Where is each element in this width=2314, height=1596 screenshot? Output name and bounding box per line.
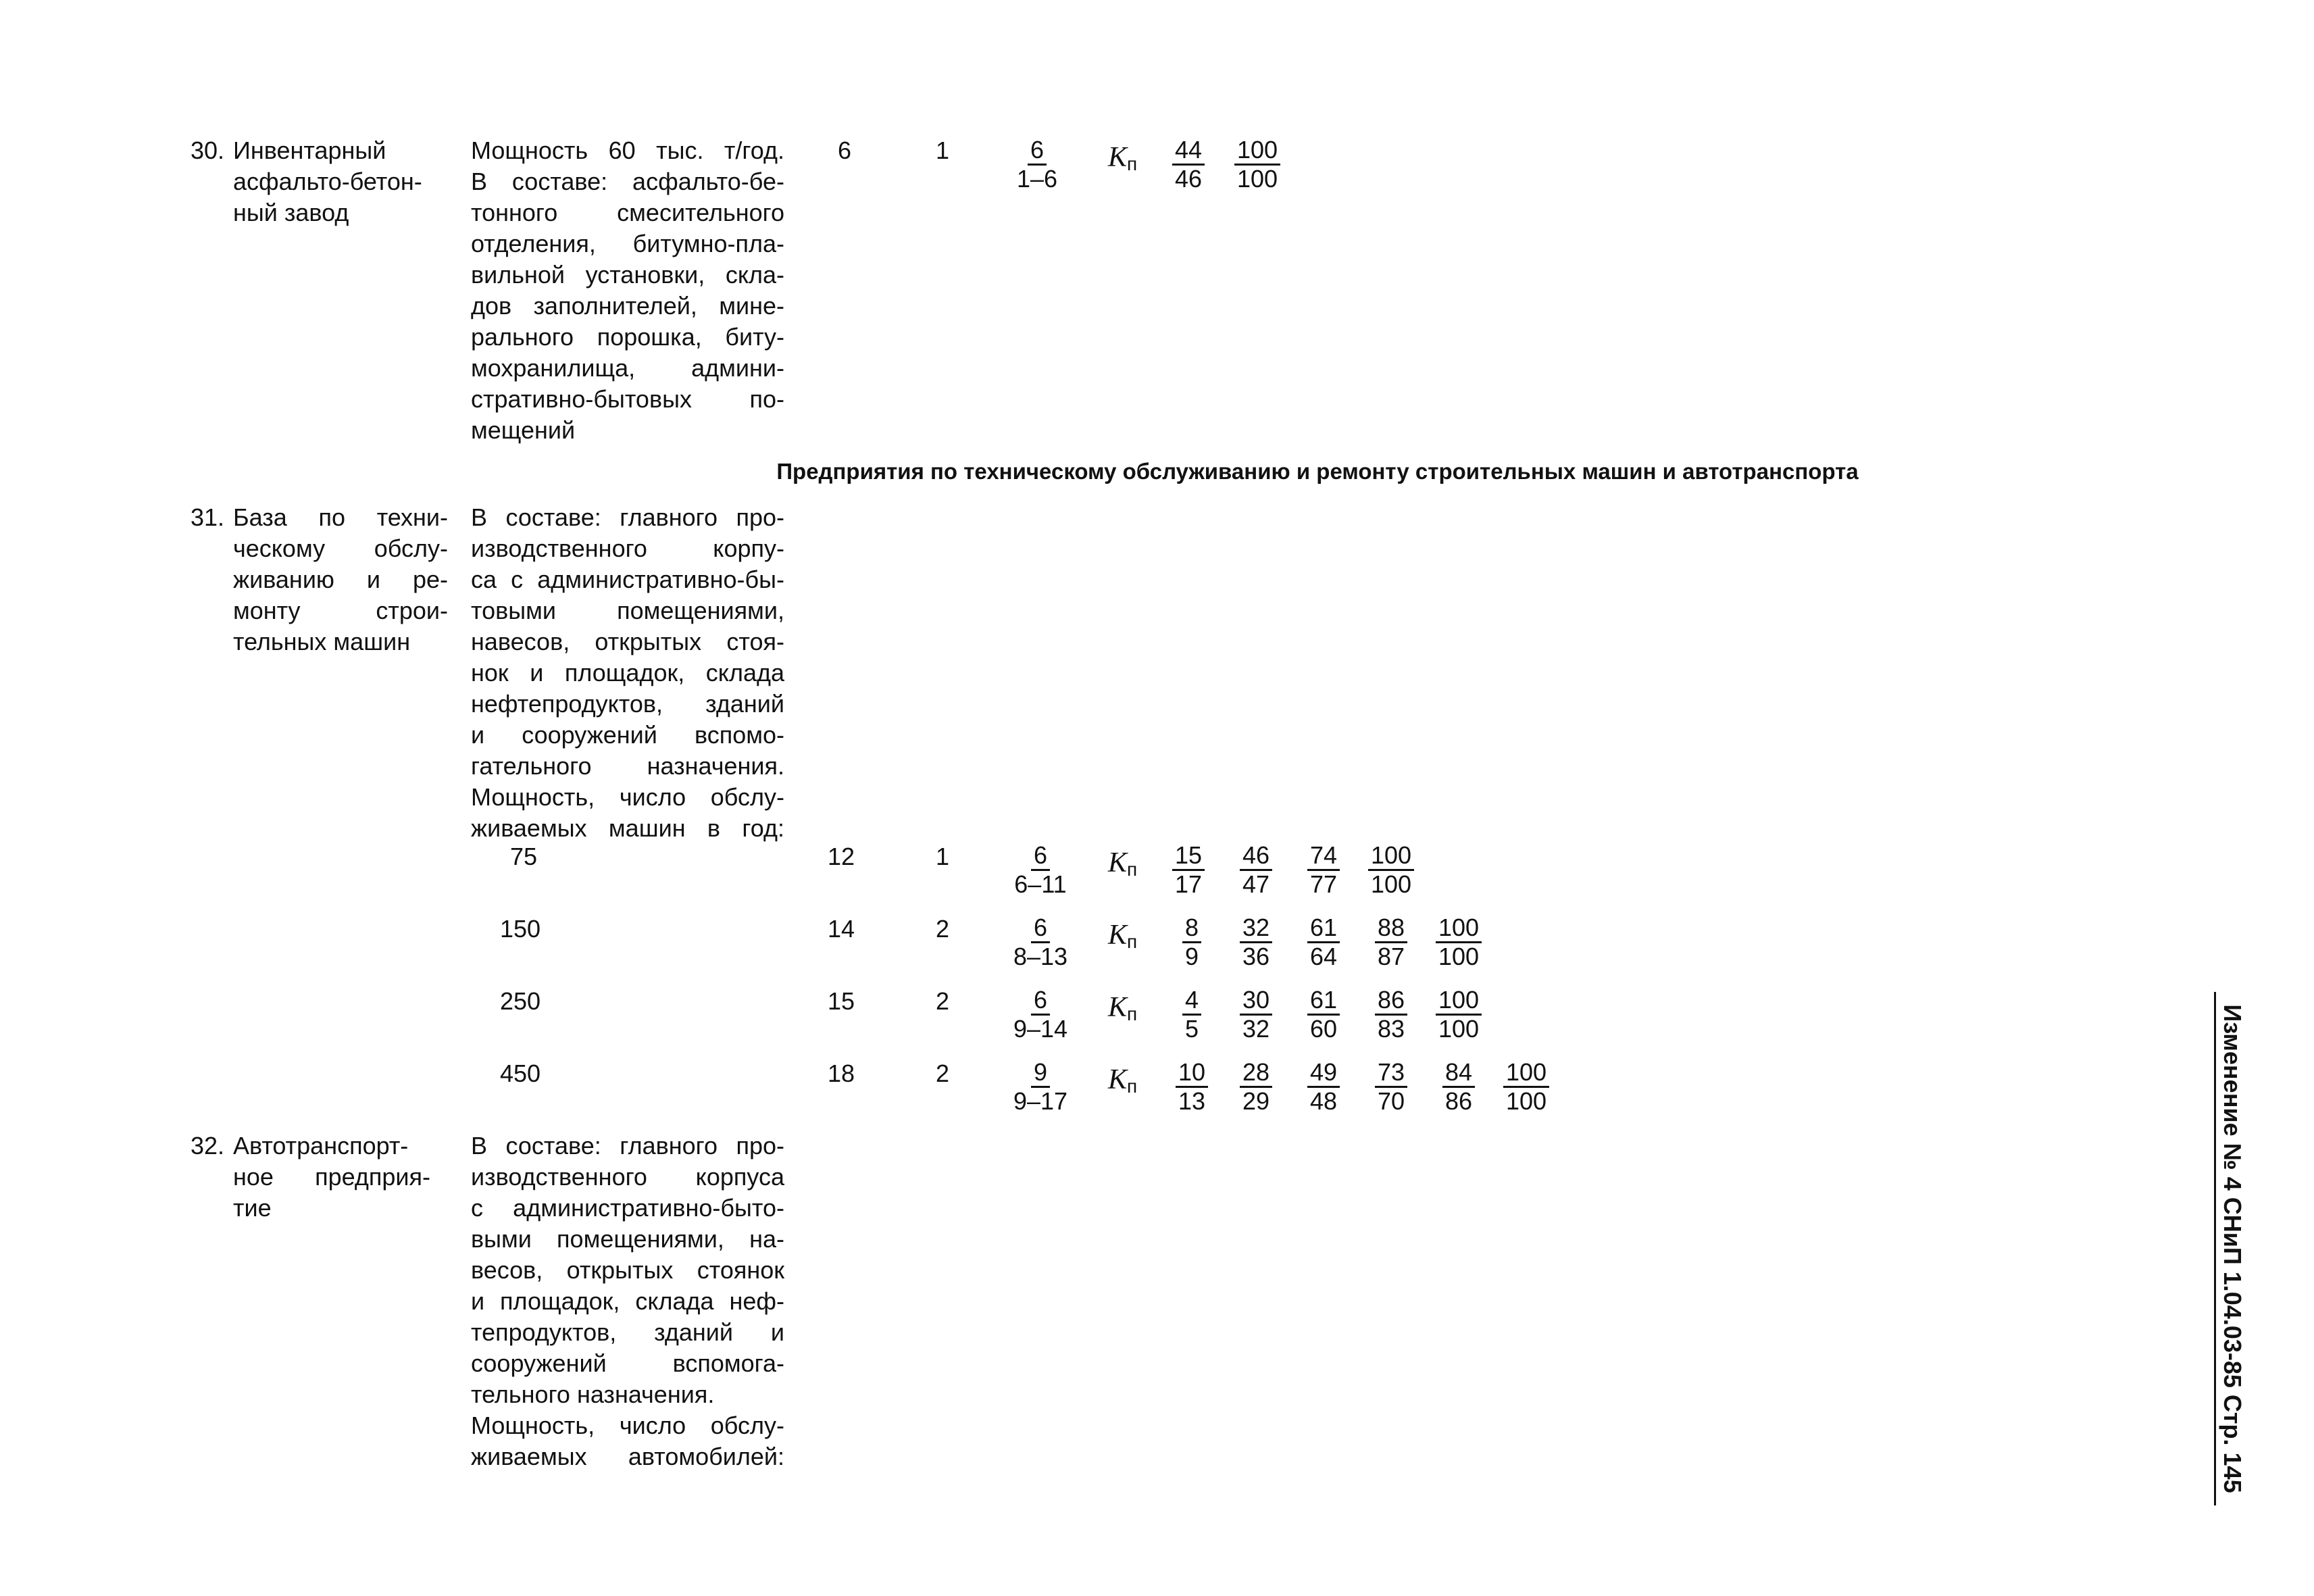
section-header: Предприятия по техническому обслуживанию и ремонту строительных машин и автотранспорта <box>776 459 1859 484</box>
fraction-top: 100 <box>1503 1059 1549 1088</box>
fraction-top: 61 <box>1307 914 1340 943</box>
fraction-top: 44 <box>1172 136 1205 166</box>
row-30-desc-line: вильной установки, скла- <box>471 261 784 289</box>
kn-symbol <box>1108 992 1137 1030</box>
row-31-desc-line: В составе: главного про- <box>471 503 784 531</box>
fraction-top: 6 <box>1031 842 1050 871</box>
row-31-col1: 14 <box>827 915 855 943</box>
row-31-desc-line: нефтепродуктов, зданий <box>471 690 784 718</box>
row-32-desc-line: выми помещениями, на- <box>471 1225 784 1253</box>
row-31-desc-line: изводственного корпу- <box>471 534 784 562</box>
fraction-top: 86 <box>1375 987 1407 1016</box>
fraction <box>1176 1059 1208 1115</box>
fraction-top: 84 <box>1442 1059 1475 1088</box>
kn-symbol <box>1108 920 1137 957</box>
fraction-top: 6 <box>1031 987 1050 1016</box>
row-30-number: 30. <box>190 136 224 164</box>
row-31-main-fraction <box>1000 914 1081 970</box>
row-32-name-line: тие <box>233 1194 272 1222</box>
fraction-bottom: 9 <box>1185 943 1199 970</box>
row-32-number: 32. <box>190 1132 224 1159</box>
fraction <box>1172 842 1205 898</box>
fraction-top: 73 <box>1375 1059 1407 1088</box>
row-31-desc-line: нок и площадок, склада <box>471 659 784 687</box>
fraction <box>1442 1059 1475 1115</box>
row-31-desc-line: и сооружений вспомо- <box>471 721 784 749</box>
fraction-top: 100 <box>1368 842 1414 871</box>
row-31-capacity: 150 <box>500 915 541 943</box>
row-31-capacity: 450 <box>500 1059 541 1087</box>
row-31-name-line: тельных машин <box>233 628 411 655</box>
fraction-bottom: 9–14 <box>1013 1015 1068 1043</box>
row-30-desc-line: тонного смесительного <box>471 199 784 226</box>
row-31-name <box>233 502 448 657</box>
row-30-desc-line: рального порошка, биту- <box>471 323 784 351</box>
fraction-bottom: 60 <box>1310 1015 1338 1043</box>
fraction-top: 100 <box>1436 987 1482 1016</box>
row-31-name-line: монту строи- <box>233 597 448 624</box>
fraction <box>1375 987 1407 1043</box>
fraction-bottom: 70 <box>1378 1087 1405 1115</box>
kn-symbol <box>1108 847 1137 885</box>
kn-subscript: п <box>1127 931 1138 952</box>
fraction <box>1307 1059 1340 1115</box>
fraction-bottom: 13 <box>1178 1087 1206 1115</box>
fraction-bottom: 100 <box>1438 1015 1480 1043</box>
row-31-col2: 2 <box>935 915 950 943</box>
fraction-bottom: 77 <box>1310 870 1338 898</box>
row-32-name-line: Автотранспорт- <box>233 1132 409 1159</box>
fraction-bottom: 47 <box>1242 870 1270 898</box>
row-30-name <box>233 135 436 228</box>
fraction-top: 32 <box>1240 914 1272 943</box>
fraction <box>1240 914 1272 970</box>
fraction-bottom: 9–17 <box>1013 1087 1068 1115</box>
row-32-desc-line: живаемых автомобилей: <box>471 1443 784 1470</box>
row-32-desc-line: тепродуктов, зданий и <box>471 1318 784 1346</box>
fraction-bottom: 32 <box>1242 1015 1270 1043</box>
row-30-name-line: Инвентарный <box>233 136 386 164</box>
fraction-bottom: 64 <box>1310 943 1338 970</box>
row-32-desc-line: и площадок, склада неф- <box>471 1287 784 1315</box>
row-31-desc-line: са с административно-бы- <box>471 566 784 593</box>
fraction-top: 15 <box>1172 842 1205 871</box>
fraction-top: 10 <box>1176 1059 1208 1088</box>
fraction-top: 6 <box>1031 914 1050 943</box>
row-30-desc-line: мещений <box>471 416 576 444</box>
row-31-col2: 1 <box>935 843 950 870</box>
fraction-top: 6 <box>1028 136 1047 166</box>
fraction <box>1240 1059 1272 1115</box>
fraction-top: 9 <box>1031 1059 1050 1088</box>
row-32-desc-line: В составе: главного про- <box>471 1132 784 1159</box>
fraction-top: 74 <box>1307 842 1340 871</box>
fraction-bottom: 8–13 <box>1013 943 1068 970</box>
kn-subscript: п <box>1127 1076 1138 1097</box>
row-32-desc-line: Мощность, число обслу- <box>471 1412 784 1439</box>
row-30-desc-line: мохранилища, админи- <box>471 354 784 382</box>
fraction <box>1240 842 1272 898</box>
row-30-desc-line: отделения, битумно-пла- <box>471 230 784 257</box>
fraction-top: 8 <box>1182 914 1201 943</box>
row-31-name-line: База по техни- <box>233 503 448 531</box>
fraction <box>1375 1059 1407 1115</box>
row-30-name-line: ный завод <box>233 199 349 226</box>
kn-letter: K <box>1108 920 1128 951</box>
row-31-description <box>471 502 784 844</box>
fraction-bottom: 1–6 <box>1016 165 1058 193</box>
row-31-col1: 15 <box>827 987 855 1015</box>
fraction-bottom: 48 <box>1310 1087 1338 1115</box>
fraction-bottom: 86 <box>1445 1087 1473 1115</box>
row-31-name-line: ческому обслу- <box>233 534 448 562</box>
fraction-top: 28 <box>1240 1059 1272 1088</box>
fraction-top: 49 <box>1307 1059 1340 1088</box>
row-30-main-fraction <box>1000 136 1074 193</box>
fraction-bottom: 29 <box>1242 1087 1270 1115</box>
row-31-capacity: 250 <box>500 987 541 1015</box>
kn-subscript: п <box>1127 1003 1138 1024</box>
row-31-main-fraction <box>1000 842 1081 898</box>
kn-symbol <box>1108 1064 1137 1102</box>
row-31-col1: 12 <box>827 843 855 870</box>
fraction <box>1240 987 1272 1043</box>
row-31-desc-line: Мощность, число обслу- <box>471 783 784 811</box>
row-30-col2: 1 <box>935 136 950 164</box>
fraction-bottom: 100 <box>1371 870 1412 898</box>
row-30-kn-symbol <box>1108 142 1137 180</box>
row-30-desc-line: стративно-бытовых по- <box>471 385 784 413</box>
fraction-bottom: 100 <box>1506 1087 1547 1115</box>
row-30-col1: 6 <box>837 136 852 164</box>
kn-letter: K <box>1108 1064 1128 1095</box>
fraction <box>1436 914 1482 970</box>
kn-letter: K <box>1108 992 1128 1023</box>
fraction-bottom: 46 <box>1175 165 1203 193</box>
row-31-name-line: живанию и ре- <box>233 566 448 593</box>
row-31-main-fraction <box>1000 1059 1081 1115</box>
row-31-col1: 18 <box>827 1059 855 1087</box>
fraction <box>1368 842 1414 898</box>
side-caption: Изменение № 4 СНиП 1.04.03-85 Стр. 145 <box>2214 992 2248 1505</box>
fraction-top: 100 <box>1436 914 1482 943</box>
fraction-top: 100 <box>1234 136 1280 166</box>
fraction-bottom: 100 <box>1237 165 1278 193</box>
row-31-desc-line: навесов, открытых стоя- <box>471 628 784 655</box>
fraction <box>1307 914 1340 970</box>
fraction <box>1436 987 1482 1043</box>
kn-letter: K <box>1108 142 1128 173</box>
row-32-name <box>233 1130 430 1224</box>
row-31-number: 31. <box>190 503 224 531</box>
fraction-bottom: 100 <box>1438 943 1480 970</box>
row-31-desc-line: живаемых машин в год: <box>471 814 784 842</box>
row-30-description <box>471 135 784 446</box>
row-31-main-fraction <box>1000 987 1081 1043</box>
fraction <box>1307 842 1340 898</box>
row-31-desc-line: товыми помещениями, <box>471 597 784 624</box>
fraction-bottom: 17 <box>1175 870 1203 898</box>
fraction-bottom: 36 <box>1242 943 1270 970</box>
fraction <box>1307 987 1340 1043</box>
row-32-description <box>471 1130 784 1472</box>
row-31-desc-line: гательного назначения. <box>471 752 784 780</box>
fraction-bottom: 5 <box>1185 1015 1199 1043</box>
row-31-col2: 2 <box>935 1059 950 1087</box>
row-30-fraction-1 <box>1172 136 1205 193</box>
row-32-name-line: ное предприя- <box>233 1163 430 1191</box>
fraction-bottom: 87 <box>1378 943 1405 970</box>
row-32-desc-line: изводственного корпуса <box>471 1163 784 1191</box>
row-30-desc-line: дов заполнителей, мине- <box>471 292 784 320</box>
row-31-capacity: 75 <box>510 843 538 870</box>
row-30-fraction-2 <box>1234 136 1280 193</box>
fraction <box>1182 914 1201 970</box>
row-30-desc-line: Мощность 60 тыс. т/год. <box>471 136 784 164</box>
fraction-top: 61 <box>1307 987 1340 1016</box>
fraction <box>1375 914 1407 970</box>
fraction-bottom: 6–11 <box>1014 870 1067 898</box>
fraction-top: 4 <box>1182 987 1201 1016</box>
row-32-desc-line: с административно-быто- <box>471 1194 784 1222</box>
fraction-bottom: 83 <box>1378 1015 1405 1043</box>
fraction-top: 46 <box>1240 842 1272 871</box>
row-32-desc-line: весов, открытых стоянок <box>471 1256 784 1284</box>
row-32-desc-line: сооружений вспомога- <box>471 1349 784 1377</box>
fraction-top: 88 <box>1375 914 1407 943</box>
row-30-desc-line: В составе: асфальто-бе- <box>471 168 784 195</box>
row-32-desc-line: тельного назначения. <box>471 1380 715 1408</box>
row-31-col2: 2 <box>935 987 950 1015</box>
kn-subscript: п <box>1127 153 1138 174</box>
row-30-name-line: асфальто-бетон- <box>233 168 422 195</box>
fraction <box>1182 987 1201 1043</box>
kn-letter: K <box>1108 847 1128 878</box>
fraction-top: 30 <box>1240 987 1272 1016</box>
fraction <box>1503 1059 1549 1115</box>
kn-subscript: п <box>1127 859 1138 880</box>
